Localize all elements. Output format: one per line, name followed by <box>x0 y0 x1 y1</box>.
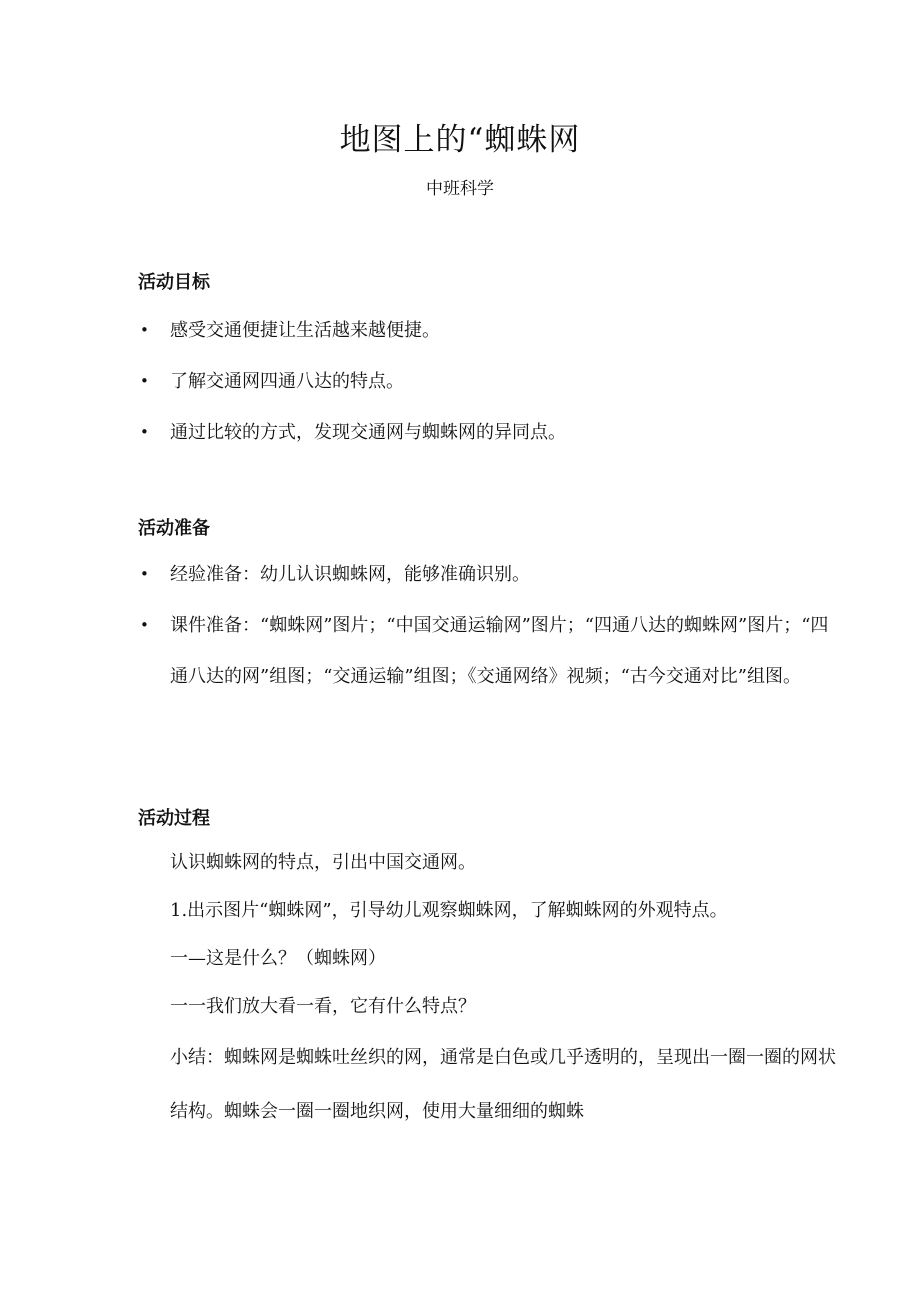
paragraph: 一—这是什么？（蜘蛛网） <box>170 948 386 969</box>
bullet-icon: • <box>140 321 149 339</box>
goals-list <box>138 305 838 458</box>
preparation-list <box>138 549 838 702</box>
section-heading-process: 活动过程 <box>138 808 210 829</box>
list-item-text: 感受交通便捷让生活越来越便捷。 <box>170 320 440 341</box>
document-title: 地图上的“蜘蛛网 <box>339 122 581 158</box>
paragraph: 认识蜘蛛网的特点，引出中国交通网。 <box>170 852 476 873</box>
bullet-icon: • <box>140 616 149 634</box>
paragraph: 一一我们放大看一看，它有什么特点？ <box>170 996 476 1017</box>
list-item-text: 通过比较的方式，发现交通网与蜘蛛网的异同点。 <box>170 422 566 443</box>
paragraph: 小结：蜘蛛网是蜘蛛吐丝织的网，通常是白色或几乎透明的，呈现出一圈一圈的网状结构。蜘蛛会一圈一圈地织网，使用大量细细的蜘蛛 <box>170 1047 836 1122</box>
list-item-text: 了解交通网四通八达的特点。 <box>170 371 404 392</box>
list-item <box>138 305 838 356</box>
list-item <box>138 600 838 702</box>
process-body <box>170 839 840 1139</box>
document-subtitle: 中班科学 <box>426 179 494 199</box>
list-item-text: 经验准备：幼儿认识蜘蛛网，能够准确识别。 <box>170 564 530 585</box>
list-item <box>138 356 838 407</box>
section-heading-goals: 活动目标 <box>138 272 210 293</box>
list-item-text: 课件准备：“蜘蛛网”图片；“中国交通运输网”图片；“四通八达的蜘蛛网”图片；“四通八达的网”组图；“交通运输”组图；《交通网络》视频；“古今交通对比”组图。 <box>170 615 829 687</box>
bullet-icon: • <box>140 372 149 390</box>
paragraph: 1.出示图片“蜘蛛网”，引导幼儿观察蜘蛛网，了解蜘蛛网的外观特点。 <box>170 900 728 921</box>
section-heading-preparation: 活动准备 <box>138 518 210 539</box>
bullet-icon: • <box>140 423 149 441</box>
list-item <box>138 407 838 458</box>
list-item <box>138 549 838 600</box>
bullet-icon: • <box>140 565 149 583</box>
